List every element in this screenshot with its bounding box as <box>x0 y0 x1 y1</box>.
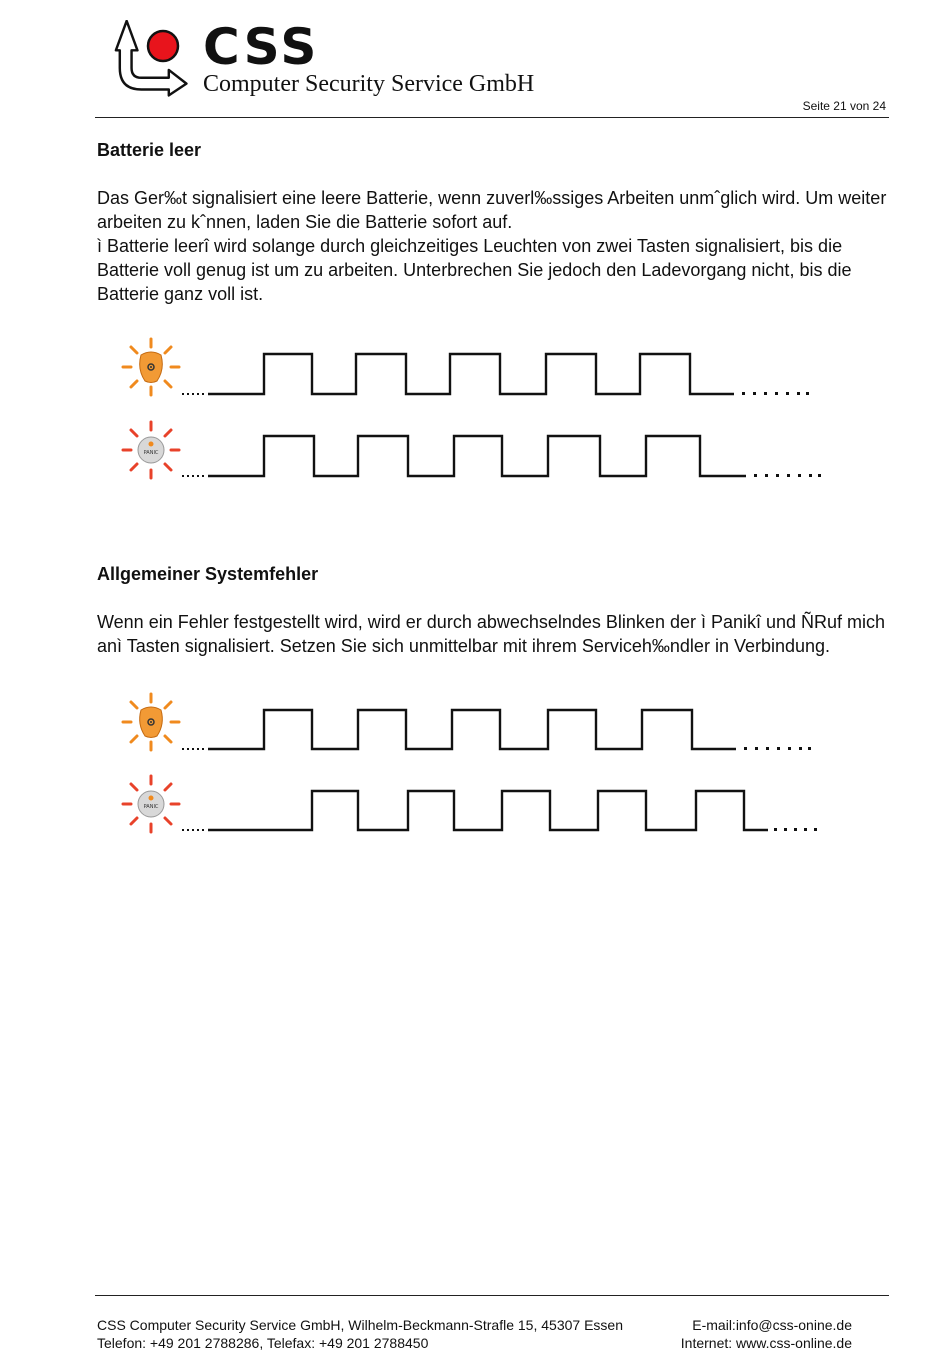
footer-email: E-mail:info@css-onine.de <box>692 1317 852 1333</box>
system-error-signal-diagram <box>118 690 838 850</box>
footer-phone-line: Telefon: +49 201 2788286, Telefax: +49 201 2788450 <box>97 1335 429 1351</box>
panic-label: PANIC <box>143 804 159 810</box>
brand-name: CSS <box>203 18 320 76</box>
panic-button-icon <box>123 422 179 478</box>
section-paragraph-battery: Das Ger‰t signalisiert eine leere Batterie, wenn zuverl‰ssiges Arbeiten unmˆglich wird. Um weiter arbeiten zu kˆnnen, laden Sie die Batterie sofort auf. ì Batterie leerî wird solange durch gleichzeitiges Leuchten von zwei Tasten signalisiert, bis die Batterie voll genug ist um zu arbeiten. Unterbrechen Sie jedoch den Ladevorgang nicht, bis die Batterie ganz voll ist. <box>97 188 887 304</box>
header-divider <box>95 117 889 118</box>
section-paragraph-system-error: Wenn ein Fehler festgestellt wird, wird er durch abwechselndes Blinken der ì Panikî und ÑRuf mich anì Tasten signalisiert. Setzen Sie sich unmittelbar mit ihrem Serviceh‰ndler in Verbindung. <box>97 612 886 656</box>
panic-label: PANIC <box>143 450 159 456</box>
section-heading-battery: Batterie leer <box>97 140 202 160</box>
footer-company-line: CSS Computer Security Service GmbH, Wilhelm-Beckmann-Strafle 15, 45307 Essen <box>97 1317 623 1333</box>
battery-signal-diagram <box>118 334 838 494</box>
call-button-icon <box>123 339 179 395</box>
company-name: Computer Security Service GmbH <box>203 71 535 97</box>
footer-website: Internet: www.css-online.de <box>680 1335 852 1351</box>
page-indicator: Seite 21 von 24 <box>802 99 886 113</box>
css-logo-icon <box>108 20 200 100</box>
call-button-icon <box>123 694 179 750</box>
footer-divider <box>95 1295 889 1296</box>
panic-button-icon <box>123 776 179 832</box>
section-heading-system-error: Allgemeiner Systemfehler <box>97 564 319 584</box>
